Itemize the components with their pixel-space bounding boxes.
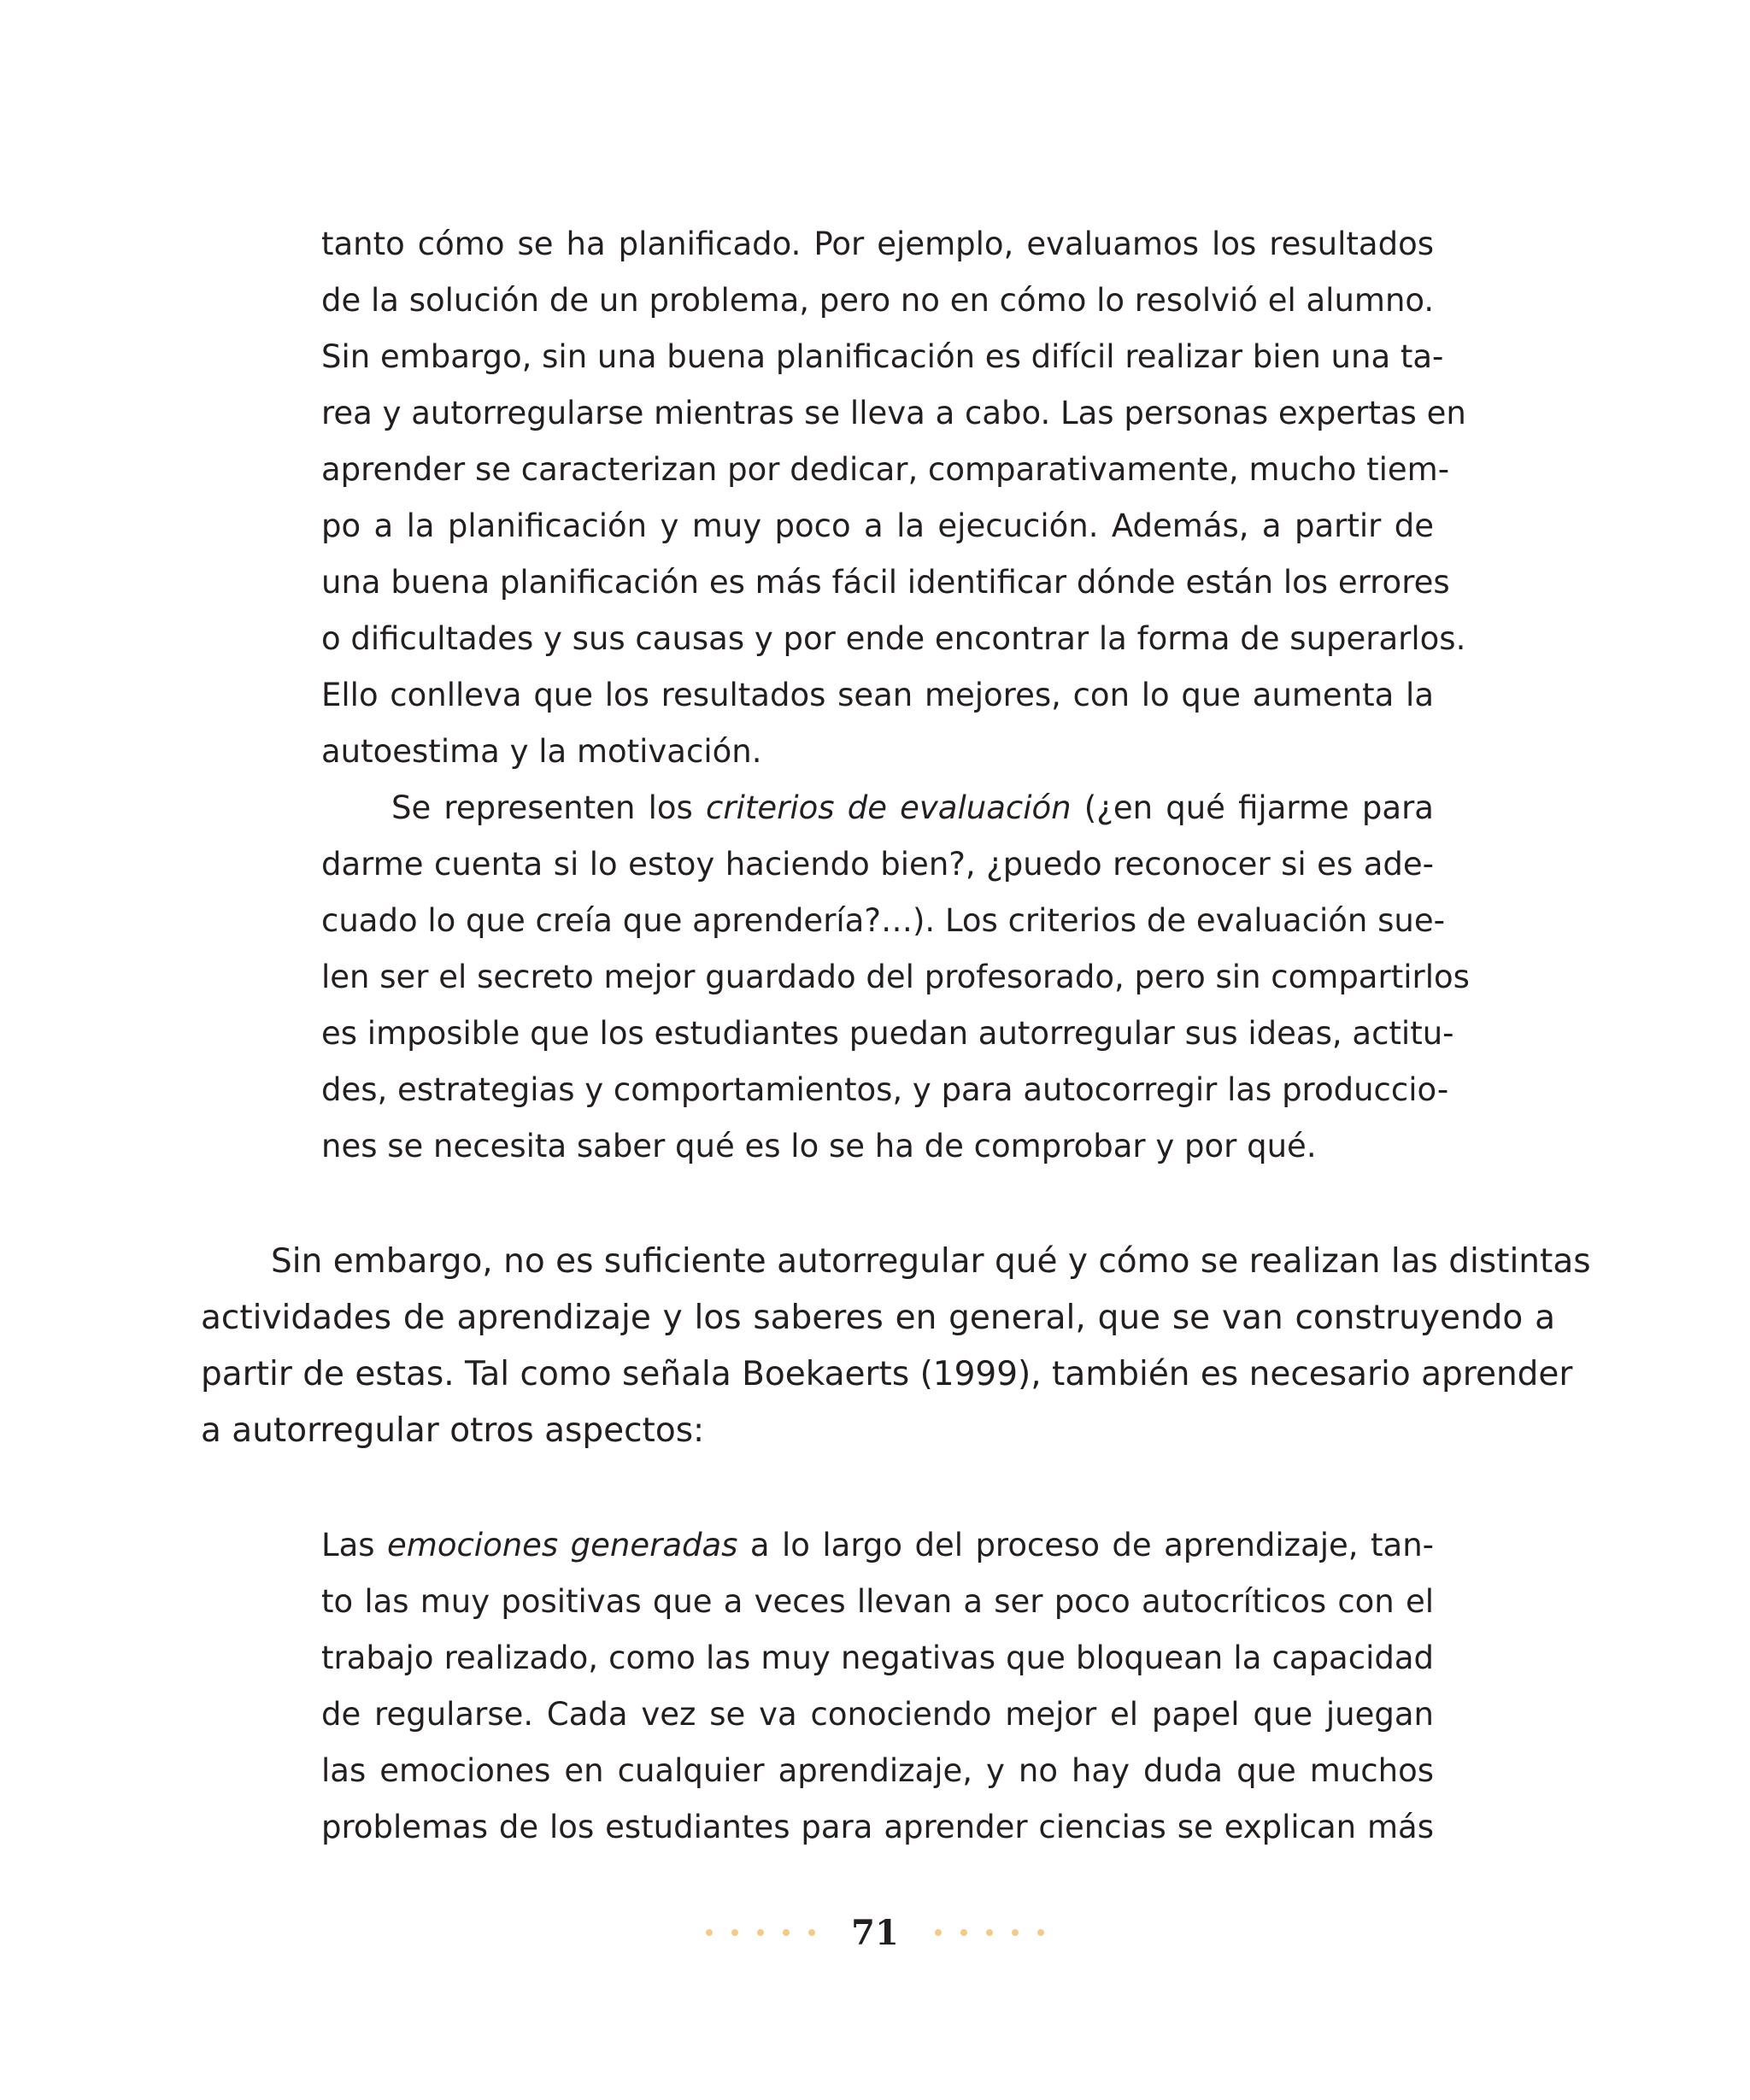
decorative-dot [757, 1929, 764, 1936]
text-line: cuado lo que creía que aprendería?…). Los criterios de evaluación sue- [321, 902, 1445, 939]
text-line: problemas de los estudiantes para aprender ciencias se explican más [321, 1809, 1434, 1845]
text-run: a lo largo del proceso de aprendizaje, tan- [737, 1527, 1435, 1563]
text-run: Las [321, 1527, 388, 1563]
text-line: las emociones en cualquier aprendizaje, y no hay duda que muchos [321, 1752, 1434, 1789]
text-line: de la solución de un problema, pero no en cómo lo resolvió el alumno. [321, 282, 1435, 319]
text-line: darme cuenta si lo estoy haciendo bien?, ¿puedo reconocer si es ade- [321, 846, 1434, 883]
text-line: actividades de aprendizaje y los saberes en general, que se van construyendo a [201, 1299, 1555, 1337]
indented-paragraph-emotions [321, 1517, 1434, 1856]
right-dots [935, 1929, 1044, 1936]
main-paragraph [201, 1234, 1591, 1459]
text-line: to las muy positivas que a veces llevan a ser poco autocríticos con el [321, 1583, 1434, 1620]
decorative-dot [1012, 1929, 1019, 1936]
text-line: una buena planificación es más fácil identificar dónde están los errores [321, 564, 1450, 601]
text-run: (¿en qué fijarme para [1071, 789, 1434, 826]
decorative-dot [783, 1929, 790, 1936]
text-line [321, 780, 1434, 836]
text-line: partir de estas. Tal como señala Boekaerts (1999), también es necesario aprender [201, 1355, 1573, 1393]
text-line: Sin embargo, sin una buena planificación es difícil realizar bien una ta- [321, 338, 1444, 375]
text-line: Sin embargo, no es suficiente autorregular qué y cómo se realizan las distintas [271, 1242, 1591, 1281]
decorative-dot [706, 1929, 713, 1936]
text-line: tanto cómo se ha planificado. Por ejemplo, evaluamos los resultados [321, 226, 1434, 262]
italic-term: criterios de evaluación [706, 789, 1072, 826]
text-line: trabajo realizado, como las muy negativas que bloquean la capacidad [321, 1640, 1434, 1676]
decorative-dot [986, 1929, 993, 1936]
text-line [321, 1517, 1434, 1574]
text-line: des, estrategias y comportamientos, y para autocorregir las produccio- [321, 1071, 1449, 1108]
text-line: po a la planificación y muy poco a la ejecución. Además, a partir de [321, 507, 1434, 544]
text-run: Se representen los [391, 789, 707, 826]
page-number: 71 [851, 1912, 899, 1953]
text-line: aprender se caracterizan por dedicar, comparativamente, mucho tiem- [321, 451, 1450, 488]
decorative-dot [808, 1929, 815, 1936]
text-line: autoestima y la motivación. [321, 733, 762, 770]
text-line: rea y autorregularse mientras se lleva a cabo. Las personas expertas en [321, 395, 1466, 431]
text-line: Ello conlleva que los resultados sean mejores, con lo que aumenta la [321, 677, 1434, 713]
text-line: o dificultades y sus causas y por ende encontrar la forma de superarlos. [321, 620, 1466, 657]
indented-paragraph-planning [321, 216, 1466, 780]
text-line: de regularse. Cada vez se va conociendo mejor el papel que juegan [321, 1696, 1434, 1733]
decorative-dot [960, 1929, 967, 1936]
decorative-dot [935, 1929, 942, 1936]
text-line: nes se necesita saber qué es lo se ha de comprobar y por qué. [321, 1128, 1317, 1164]
italic-term: emociones generadas [387, 1527, 738, 1563]
text-line: len ser el secreto mejor guardado del profesorado, pero sin compartirlos [321, 959, 1470, 995]
indented-paragraph-criteria [321, 780, 1470, 1175]
page-footer [0, 1907, 1750, 1958]
decorative-dot [731, 1929, 738, 1936]
decorative-dot [1037, 1929, 1044, 1936]
text-line: a autorregular otros aspectos: [201, 1411, 705, 1450]
text-line: es imposible que los estudiantes puedan autorregular sus ideas, actitu- [321, 1015, 1454, 1052]
left-dots [706, 1929, 815, 1936]
